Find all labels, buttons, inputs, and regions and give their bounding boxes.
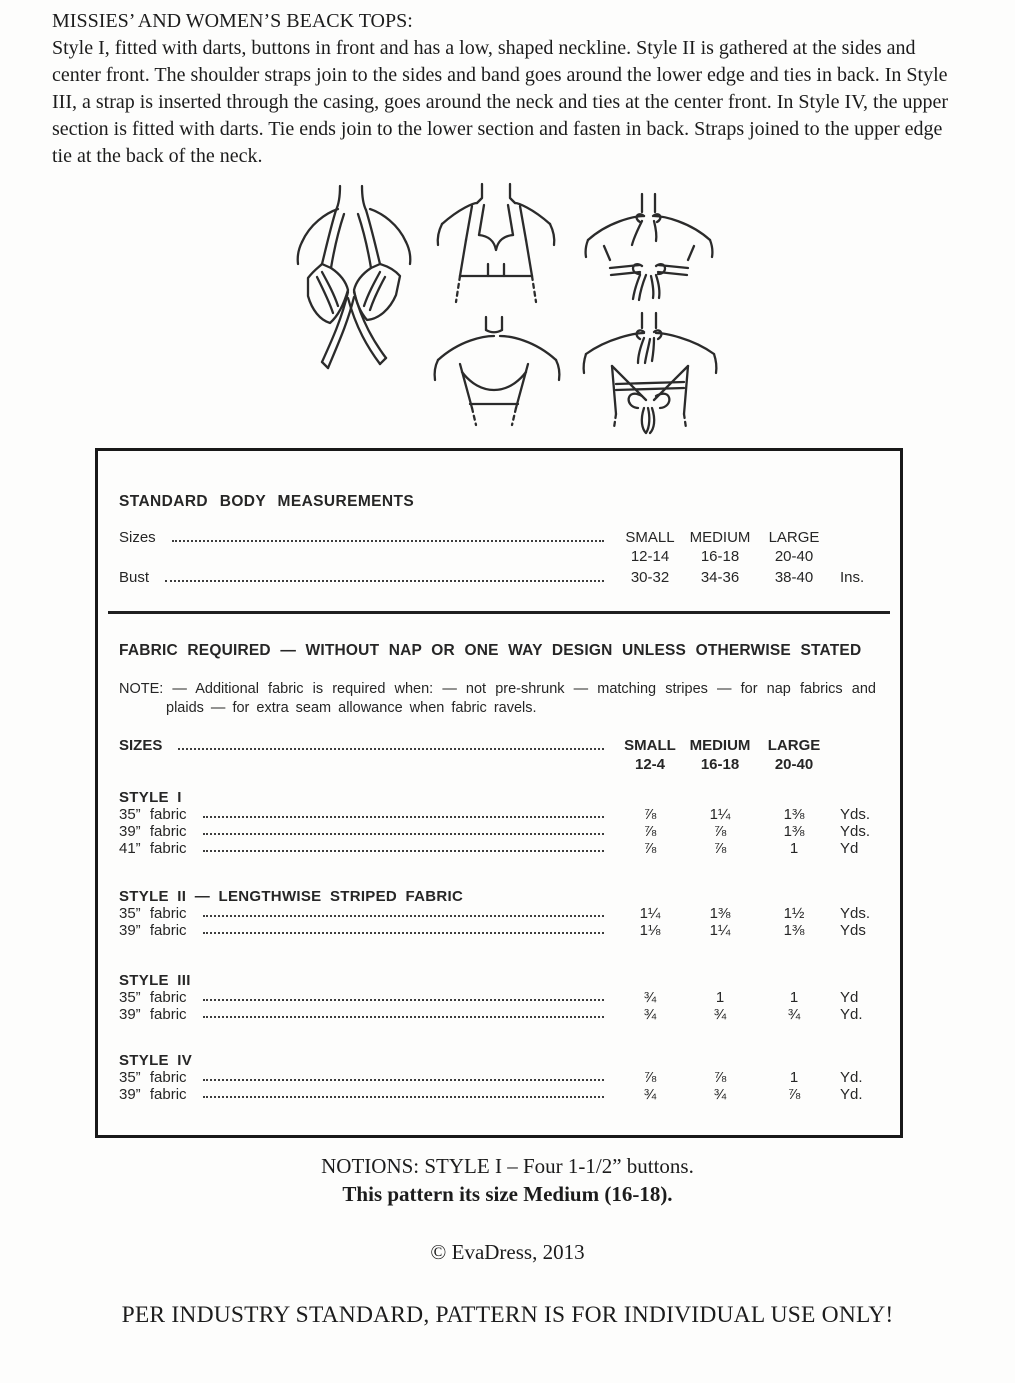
intro-paragraph <box>0 0 1015 170</box>
unit-label: Yd <box>840 840 859 857</box>
measurements-table <box>115 528 888 587</box>
col-large-header: LARGE <box>768 529 820 546</box>
table-row <box>115 547 888 566</box>
back-neck-bow-and-band-illustration <box>582 188 716 308</box>
table-row <box>115 905 888 922</box>
style-title: STYLE I <box>119 789 182 806</box>
fabric-required-heading: FABRIC REQUIRED — WITHOUT NAP OR ONE WAY DESIGN UNLESS OTHERWISE STATED <box>119 642 862 659</box>
yardage-medium: ¾ <box>713 1006 727 1023</box>
dotted-leader <box>203 932 604 934</box>
notions-line: NOTIONS: STYLE I – Four 1-1/2” buttons. <box>321 1154 694 1178</box>
col-medium-header: MEDIUM <box>689 529 751 546</box>
page-title: MISSIES’ AND WOMEN’S BEACK TOPS: <box>52 10 413 32</box>
back-large-bow-illustration <box>580 308 720 438</box>
yardage-medium: ⅞ <box>713 840 727 857</box>
style-section-3 <box>115 972 888 1023</box>
dotted-leader <box>203 850 604 852</box>
unit-label: Yd. <box>840 1086 863 1103</box>
dotted-leader <box>203 1016 604 1018</box>
style-illustrations <box>0 176 1015 438</box>
usage-disclaimer: PER INDUSTRY STANDARD, PATTERN IS FOR INDIVIDUAL USE ONLY! <box>121 1302 894 1328</box>
col-large-header: LARGE <box>767 737 821 754</box>
dotted-leader <box>203 999 604 1001</box>
section-divider <box>108 611 890 614</box>
yardage-medium: ⅞ <box>713 823 727 840</box>
table-row <box>115 1086 888 1103</box>
unit-label: Yd. <box>840 1006 863 1023</box>
front-sweetheart-top-illustration <box>432 178 560 310</box>
row-label: Bust <box>119 569 150 586</box>
yardage-large: 1⅜ <box>783 806 805 823</box>
yardage-medium: 1⅜ <box>709 905 731 922</box>
row-label: 35” fabric <box>119 905 187 922</box>
dotted-leader <box>203 1079 604 1081</box>
unit-label: Yd. <box>840 1069 863 1086</box>
size-range-small: 12-14 <box>630 548 670 565</box>
size-range-large: 20-40 <box>774 548 814 565</box>
col-small-header: SMALL <box>625 529 675 546</box>
row-label: SIZES <box>119 737 163 754</box>
table-row <box>115 755 888 774</box>
size-range-medium: 16-18 <box>700 548 740 565</box>
table-row <box>115 823 888 840</box>
row-label: 35” fabric <box>119 1069 187 1086</box>
yardage-small: ¾ <box>643 989 657 1006</box>
table-row <box>115 989 888 1006</box>
style-title: STYLE II — LENGTHWISE STRIPED FABRIC <box>119 888 464 905</box>
dotted-leader <box>203 833 604 835</box>
yardage-small: ⅞ <box>643 1069 657 1086</box>
bust-medium: 34-36 <box>700 569 740 586</box>
dotted-leader <box>203 1096 604 1098</box>
yardage-large: 1 <box>789 1069 799 1086</box>
bust-large: 38-40 <box>774 569 814 586</box>
yardage-medium: 1 <box>715 989 725 1006</box>
dotted-leader <box>203 915 604 917</box>
row-label: 39” fabric <box>119 1086 187 1103</box>
bust-small: 30-32 <box>630 569 670 586</box>
yardage-medium: 1¼ <box>709 806 731 823</box>
size-range-small: 12-4 <box>634 756 666 773</box>
row-label: 35” fabric <box>119 989 187 1006</box>
unit-label: Ins. <box>840 569 865 586</box>
unit-label: Yds. <box>840 823 871 840</box>
yardage-small: ⅞ <box>643 823 657 840</box>
style-section-1 <box>115 789 888 857</box>
yardage-medium: 1¼ <box>709 922 731 939</box>
row-label: 41” fabric <box>119 840 187 857</box>
table-row <box>115 922 888 939</box>
pattern-size-note: This pattern its size Medium (16-18). <box>342 1182 673 1206</box>
style-title: STYLE IV <box>119 1052 193 1069</box>
size-range-large: 20-40 <box>774 756 814 773</box>
row-label: 39” fabric <box>119 823 187 840</box>
measurement-chart-box <box>95 448 903 1138</box>
table-row <box>115 1069 888 1086</box>
unit-label: Yds. <box>840 905 871 922</box>
row-label: 39” fabric <box>119 922 187 939</box>
yardage-small: ⅞ <box>643 806 657 823</box>
yardage-medium: ⅞ <box>713 1069 727 1086</box>
table-row <box>115 568 888 587</box>
table-row <box>115 840 888 857</box>
yardage-large: 1 <box>789 840 799 857</box>
yardage-small: 1¼ <box>639 905 661 922</box>
dotted-leader <box>178 748 604 750</box>
yardage-large: ⅞ <box>787 1086 801 1103</box>
row-label: 39” fabric <box>119 1006 187 1023</box>
yardage-small: ⅞ <box>643 840 657 857</box>
yardage-small: 1⅛ <box>639 922 661 939</box>
intro-text: Style I, fitted with darts, buttons in front and has a low, shaped neckline. Style II is gathered at the sides and center front. The shoulder straps join to the sides and band goes around the lower edge and ties in back. In Style III, a strap is inserted through the casing, goes around the neck and ties at the center front. In Style IV, the upper section is fitted with darts. Tie ends join to the lower section and fasten in back. Straps joined to the upper edge tie at the back of the neck. <box>52 37 949 167</box>
size-range-medium: 16-18 <box>700 756 740 773</box>
dotted-leader <box>203 816 604 818</box>
unit-label: Yds <box>840 922 866 939</box>
dotted-leader <box>165 580 604 582</box>
unit-label: Yd <box>840 989 859 1006</box>
copyright-line: © EvaDress, 2013 <box>430 1240 585 1264</box>
row-label: 35” fabric <box>119 806 187 823</box>
yardage-medium: ¾ <box>713 1086 727 1103</box>
fabric-sizes-table <box>115 736 888 774</box>
col-medium-header: MEDIUM <box>689 737 751 754</box>
unit-label: Yds. <box>840 806 871 823</box>
dotted-leader <box>172 540 604 542</box>
table-row <box>115 806 888 823</box>
yardage-large: 1½ <box>783 905 805 922</box>
table-row <box>115 736 888 755</box>
style-section-4 <box>115 1052 888 1103</box>
yardage-large: 1 <box>789 989 799 1006</box>
tie-front-halter-top-illustration <box>288 180 420 378</box>
yardage-small: ¾ <box>643 1006 657 1023</box>
yardage-large: 1⅜ <box>783 823 805 840</box>
measurements-title: STANDARD BODY MEASUREMENTS <box>119 493 415 510</box>
col-small-header: SMALL <box>624 737 676 754</box>
fabric-note: NOTE: — Additional fabric is required when: — not pre-shrunk — matching stripes — for nap fabrics and plaids — for extra seam allowance when fabric ravels. <box>119 681 876 716</box>
yardage-large: 1⅜ <box>783 922 805 939</box>
style-title: STYLE III <box>119 972 191 989</box>
table-row <box>115 1006 888 1023</box>
yardage-small: ¾ <box>643 1086 657 1103</box>
table-row <box>115 528 888 547</box>
yardage-large: ¾ <box>787 1006 801 1023</box>
row-label: Sizes <box>119 529 156 546</box>
back-with-straps-illustration <box>430 312 564 428</box>
style-section-2 <box>115 888 888 939</box>
